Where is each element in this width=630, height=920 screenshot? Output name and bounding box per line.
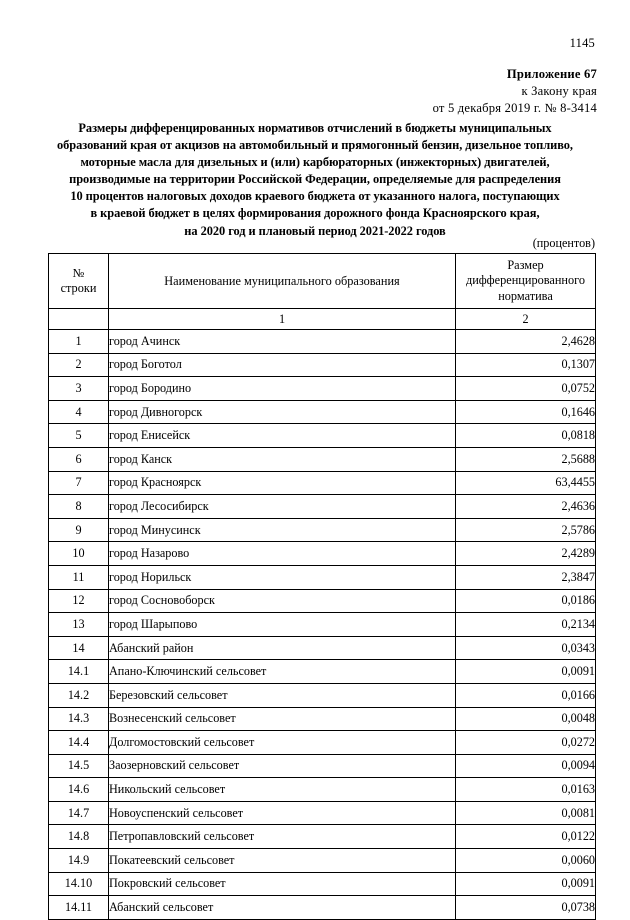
table-row [49,518,596,542]
document-title [38,120,592,240]
table-row [49,542,596,566]
title-line: производимые на территории Российской Федерации, определяемые для распределения [69,172,561,187]
cell-normative-value: 0,0060 [456,849,596,873]
table-row [49,330,596,354]
header-normative-size [456,254,596,309]
units-caption: (процентов) [532,236,595,250]
cell-municipality-name: город Назарово [109,542,456,566]
table-row [49,849,596,873]
cell-municipality-name: Новоуспенский сельсовет [109,801,456,825]
appendix-header [433,66,597,117]
cell-row-number: 14.11 [49,896,109,920]
cell-row-number: 4 [49,400,109,424]
appendix-title: Приложение 67 [506,67,597,81]
table-row [49,636,596,660]
cell-municipality-name: город Лесосибирск [109,495,456,519]
appendix-law-date-number: от 5 декабря 2019 г. № 8-3414 [432,101,597,115]
cell-normative-value: 0,0738 [456,896,596,920]
table-row [49,778,596,802]
cell-normative-value: 2,3847 [456,565,596,589]
cell-normative-value: 0,0163 [456,778,596,802]
table-row [49,589,596,613]
cell-municipality-name: Покровский сельсовет [109,872,456,896]
cell-row-number: 14.7 [49,801,109,825]
title-line: в краевой бюджет в целях формирования дорожного фонда Красноярского края, [90,206,540,221]
cell-municipality-name: город Боготол [109,353,456,377]
table-row [49,754,596,778]
header-normative-line3: норматива [498,288,553,303]
cell-normative-value: 2,5688 [456,447,596,471]
cell-normative-value: 0,0186 [456,589,596,613]
cell-row-number: 14.8 [49,825,109,849]
cell-row-number: 14.4 [49,731,109,755]
header-row-number [49,254,109,309]
cell-row-number: 14.3 [49,707,109,731]
cell-normative-value: 0,0091 [456,872,596,896]
table-row [49,731,596,755]
cell-row-number: 14.6 [49,778,109,802]
cell-row-number: 9 [49,518,109,542]
table-row [49,613,596,637]
cell-municipality-name: Петропавловский сельсовет [109,825,456,849]
header-municipality-name: Наименование муниципального образования [109,254,456,309]
cell-row-number: 6 [49,447,109,471]
cell-normative-value: 0,0272 [456,731,596,755]
table-row [49,896,596,920]
cell-row-number: 12 [49,589,109,613]
cell-municipality-name: Абанский район [109,636,456,660]
cell-row-number: 7 [49,471,109,495]
cell-normative-value: 0,2134 [456,613,596,637]
cell-normative-value: 0,0081 [456,801,596,825]
cell-municipality-name: город Енисейск [109,424,456,448]
cell-row-number: 10 [49,542,109,566]
cell-normative-value: 0,0752 [456,377,596,401]
cell-normative-value: 0,0122 [456,825,596,849]
cell-municipality-name: город Сосновоборск [109,589,456,613]
normatives-table-wrapper [48,253,595,920]
table-row [49,400,596,424]
cell-municipality-name: город Красноярск [109,471,456,495]
cell-municipality-name: Абанский сельсовет [109,896,456,920]
cell-row-number: 14.9 [49,849,109,873]
table-row [49,424,596,448]
cell-normative-value: 2,4636 [456,495,596,519]
title-line: 10 процентов налоговых доходов краевого бюджета от указанного налога, поступающих [70,189,560,204]
header-normative-line1: Размер [507,257,544,272]
table-row [49,471,596,495]
header-normative-line2: дифференцированного [465,273,586,288]
cell-municipality-name: Долгомостовский сельсовет [109,731,456,755]
cell-normative-value: 0,0048 [456,707,596,731]
colnum-value: 2 [456,309,596,330]
cell-normative-value: 2,4289 [456,542,596,566]
table-row [49,495,596,519]
cell-municipality-name: город Шарыпово [109,613,456,637]
cell-municipality-name: Апано-Ключинский сельсовет [109,660,456,684]
cell-row-number: 5 [49,424,109,448]
cell-row-number: 13 [49,613,109,637]
cell-row-number: 11 [49,565,109,589]
table-header-row [49,254,596,309]
header-row-number-line1: № [72,265,85,280]
cell-row-number: 14.2 [49,683,109,707]
header-row-number-line2: строки [60,281,97,295]
cell-normative-value: 0,0343 [456,636,596,660]
cell-row-number: 14.5 [49,754,109,778]
cell-municipality-name: город Ачинск [109,330,456,354]
table-row [49,353,596,377]
table-row [49,660,596,684]
cell-row-number: 8 [49,495,109,519]
table-row [49,565,596,589]
cell-normative-value: 0,1307 [456,353,596,377]
table-body [49,330,596,920]
colnum-name: 1 [109,309,456,330]
table-row [49,801,596,825]
table-row [49,683,596,707]
title-line: на 2020 год и плановый период 2021-2022 годов [184,223,446,238]
cell-row-number: 2 [49,353,109,377]
cell-normative-value: 0,0094 [456,754,596,778]
cell-municipality-name: Покатеевский сельсовет [109,849,456,873]
table-column-number-row [49,309,596,330]
cell-municipality-name: город Бородино [109,377,456,401]
cell-normative-value: 0,0091 [456,660,596,684]
cell-row-number: 14.1 [49,660,109,684]
cell-normative-value: 0,1646 [456,400,596,424]
table-row [49,872,596,896]
cell-municipality-name: Вознесенский сельсовет [109,707,456,731]
cell-municipality-name: город Норильск [109,565,456,589]
table-row [49,825,596,849]
normatives-table [48,253,596,920]
cell-normative-value: 2,5786 [456,518,596,542]
cell-row-number: 14 [49,636,109,660]
table-row [49,707,596,731]
cell-municipality-name: Заозерновский сельсовет [109,754,456,778]
appendix-law-reference: к Закону края [521,84,597,98]
title-line: Размеры дифференцированных нормативов отчислений в бюджеты муниципальных [78,121,552,135]
cell-municipality-name: город Дивногорск [109,400,456,424]
cell-row-number: 1 [49,330,109,354]
cell-row-number: 14.10 [49,872,109,896]
title-line: образований края от акцизов на автомобильный и прямогонный бензин, дизельное топливо, [57,138,573,153]
cell-normative-value: 0,0818 [456,424,596,448]
cell-row-number: 3 [49,377,109,401]
colnum-row-number [49,309,109,330]
cell-municipality-name: Никольский сельсовет [109,778,456,802]
table-row [49,377,596,401]
cell-municipality-name: город Минусинск [109,518,456,542]
table-head [49,254,596,330]
cell-normative-value: 2,4628 [456,330,596,354]
title-line: моторные масла для дизельных и (или) карбюраторных (инжекторных) двигателей, [80,155,550,170]
cell-municipality-name: город Канск [109,447,456,471]
page-number: 1145 [569,36,595,50]
table-row [49,447,596,471]
cell-municipality-name: Березовский сельсовет [109,683,456,707]
cell-normative-value: 63,4455 [456,471,596,495]
cell-normative-value: 0,0166 [456,683,596,707]
